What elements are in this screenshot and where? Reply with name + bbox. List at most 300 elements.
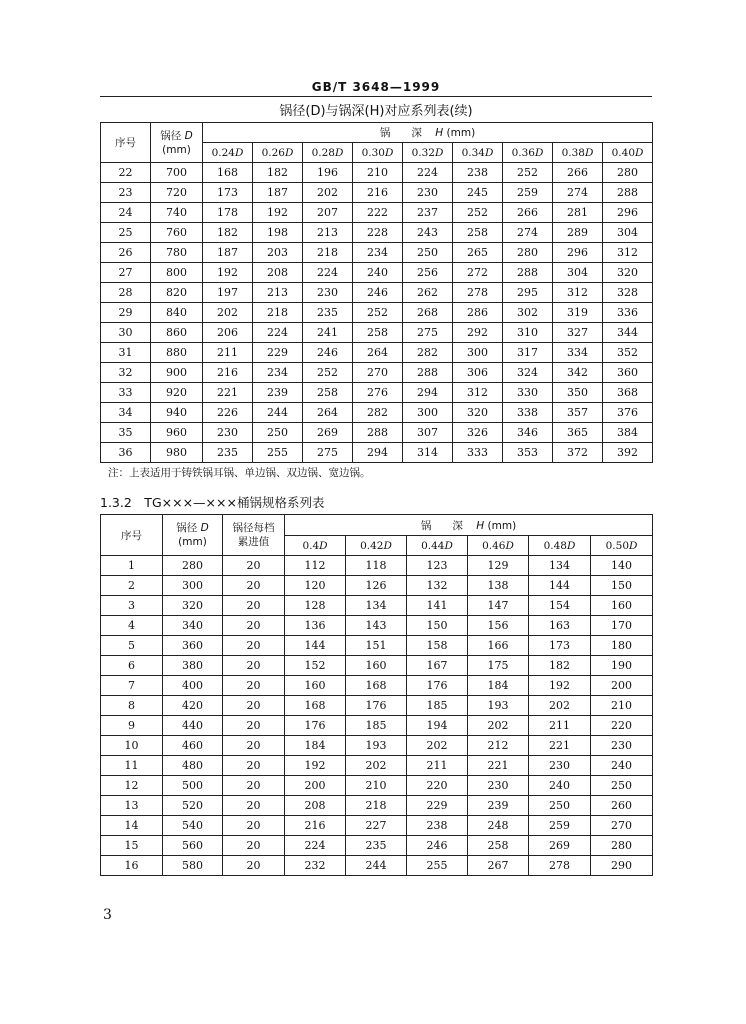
- table-cell: 274: [503, 223, 553, 243]
- table-row: [101, 756, 653, 776]
- table-cell: 187: [203, 243, 253, 263]
- table-cell: 940: [151, 403, 203, 423]
- table-row: [101, 403, 653, 423]
- t2-step-line2: 累进值: [237, 536, 270, 548]
- table-cell: 20: [223, 656, 285, 676]
- table-cell: 20: [223, 796, 285, 816]
- table-cell: 334: [553, 343, 603, 363]
- t2-depth-unit: (mm): [487, 519, 517, 532]
- table-cell: 27: [101, 263, 151, 283]
- table-row: [101, 383, 653, 403]
- table-cell: 228: [353, 223, 403, 243]
- table-row: [101, 203, 653, 223]
- table-cell: 134: [529, 556, 591, 576]
- table-cell: 160: [591, 596, 653, 616]
- table-cell: 300: [453, 343, 503, 363]
- table-cell: 20: [223, 716, 285, 736]
- table-cell: 200: [285, 776, 346, 796]
- table-cell: 376: [603, 403, 653, 423]
- table-cell: 239: [468, 796, 529, 816]
- table-cell: 235: [303, 303, 353, 323]
- ratio-var: D: [566, 539, 576, 552]
- table-cell: 700: [151, 163, 203, 183]
- ratio-var: D: [444, 539, 453, 552]
- table-cell: 168: [285, 696, 346, 716]
- table-cell: 20: [223, 596, 285, 616]
- ratio-value: 0.48: [543, 539, 567, 552]
- table-cell: 230: [591, 736, 653, 756]
- table-cell: 278: [529, 856, 591, 876]
- table-cell: 280: [603, 163, 653, 183]
- table-cell: 34: [101, 403, 151, 423]
- table-row: [101, 656, 653, 676]
- depth-ratio-header: [285, 536, 346, 556]
- table-cell: 150: [407, 616, 468, 636]
- table-row: [101, 616, 653, 636]
- table-row: [101, 856, 653, 876]
- table-cell: 36: [101, 443, 151, 463]
- table-row: [101, 676, 653, 696]
- table-cell: 29: [101, 303, 151, 323]
- table-cell: 250: [529, 796, 591, 816]
- table-cell: 267: [468, 856, 529, 876]
- table-cell: 352: [603, 343, 653, 363]
- table-cell: 520: [163, 796, 223, 816]
- table-cell: 235: [203, 443, 253, 463]
- table-cell: 13: [101, 796, 163, 816]
- ratio-value: 0.36: [511, 146, 535, 159]
- table-cell: 200: [591, 676, 653, 696]
- table-cell: 264: [353, 343, 403, 363]
- table-cell: 151: [346, 636, 407, 656]
- table-cell: 306: [453, 363, 503, 383]
- table-cell: 282: [353, 403, 403, 423]
- table-cell: 4: [101, 616, 163, 636]
- depth-ratio-header: [529, 536, 591, 556]
- table-cell: 281: [553, 203, 603, 223]
- table-cell: 123: [407, 556, 468, 576]
- table-row: [101, 636, 653, 656]
- table-cell: 232: [285, 856, 346, 876]
- table-row: [101, 303, 653, 323]
- table-cell: 2: [101, 576, 163, 596]
- table-cell: 258: [453, 223, 503, 243]
- depth-label: 锅 深: [379, 127, 422, 139]
- table-cell: 170: [591, 616, 653, 636]
- table-cell: 314: [403, 443, 453, 463]
- table-cell: 221: [529, 736, 591, 756]
- table-cell: 20: [223, 756, 285, 776]
- table-cell: 218: [346, 796, 407, 816]
- table-row: [101, 443, 653, 463]
- table-cell: 296: [553, 243, 603, 263]
- table-cell: 26: [101, 243, 151, 263]
- table-cell: 740: [151, 203, 203, 223]
- table-cell: 20: [223, 836, 285, 856]
- table-cell: 540: [163, 816, 223, 836]
- table-cell: 22: [101, 163, 151, 183]
- table-cell: 192: [253, 203, 303, 223]
- table-cell: 20: [223, 696, 285, 716]
- table-cell: 194: [407, 716, 468, 736]
- ratio-var: D: [505, 539, 514, 552]
- diameter-unit: (mm): [162, 143, 191, 156]
- table-cell: 259: [503, 183, 553, 203]
- table-cell: 580: [163, 856, 223, 876]
- ratio-value: 0.50: [605, 539, 630, 552]
- table-cell: 8: [101, 696, 163, 716]
- table-cell: 274: [553, 183, 603, 203]
- ratio-var: D: [334, 146, 344, 159]
- table-cell: 211: [529, 716, 591, 736]
- table-cell: 255: [407, 856, 468, 876]
- table-cell: 208: [285, 796, 346, 816]
- table-cell: 192: [203, 263, 253, 283]
- depth-ratio-header: [346, 536, 407, 556]
- depth-unit: (mm): [446, 127, 476, 139]
- table-cell: 960: [151, 423, 203, 443]
- table-cell: 243: [403, 223, 453, 243]
- table-cell: 206: [203, 323, 253, 343]
- table-cell: 35: [101, 423, 151, 443]
- table-cell: 260: [591, 796, 653, 816]
- table-cell: 20: [223, 556, 285, 576]
- table-cell: 980: [151, 443, 203, 463]
- table-cell: 304: [603, 223, 653, 243]
- table-cell: 259: [529, 816, 591, 836]
- ratio-var: D: [284, 146, 294, 159]
- table-row: [101, 363, 653, 383]
- table-cell: 166: [468, 636, 529, 656]
- table-cell: 346: [503, 423, 553, 443]
- table-cell: 202: [303, 183, 353, 203]
- table-cell: 229: [253, 343, 303, 363]
- table-cell: 6: [101, 656, 163, 676]
- table-cell: 252: [303, 363, 353, 383]
- header-rule: [100, 96, 652, 97]
- table-cell: 176: [407, 676, 468, 696]
- table-cell: 224: [303, 263, 353, 283]
- depth-ratio-header: [407, 536, 468, 556]
- table-cell: 158: [407, 636, 468, 656]
- table-cell: 190: [591, 656, 653, 676]
- table-cell: 184: [468, 676, 529, 696]
- ratio-value: 0.4: [302, 539, 320, 552]
- table-cell: 300: [163, 576, 223, 596]
- table-cell: 268: [403, 303, 453, 323]
- table-cell: 156: [468, 616, 529, 636]
- table-cell: 20: [223, 856, 285, 876]
- table1-note: 注：上表适用于铸铁锅耳锅、单边锅、双边锅、宽边锅。: [108, 467, 371, 479]
- t2-diameter-unit: (mm): [178, 536, 207, 548]
- ratio-var: D: [584, 146, 594, 159]
- table-cell: 317: [503, 343, 553, 363]
- table-cell: 241: [303, 323, 353, 343]
- table-row: [101, 423, 653, 443]
- ratio-value: 0.44: [421, 539, 445, 552]
- table-cell: 286: [453, 303, 503, 323]
- table-cell: 304: [553, 263, 603, 283]
- table-cell: 290: [591, 856, 653, 876]
- table-cell: 128: [285, 596, 346, 616]
- table-cell: 33: [101, 383, 151, 403]
- t2-depth-label: 锅 深: [420, 519, 463, 532]
- table-cell: 216: [353, 183, 403, 203]
- t2-diameter-var: D: [200, 522, 209, 534]
- ratio-var: D: [234, 146, 244, 159]
- ratio-value: 0.38: [561, 146, 585, 159]
- table-cell: 230: [529, 756, 591, 776]
- depth-ratio-header: [253, 143, 303, 163]
- table-cell: 207: [303, 203, 353, 223]
- table-row: [101, 696, 653, 716]
- table-cell: 288: [503, 263, 553, 283]
- t2-col-header-step: [223, 515, 285, 556]
- page-number: 3: [103, 907, 112, 923]
- depth-ratio-header: [453, 143, 503, 163]
- table-cell: 800: [151, 263, 203, 283]
- table-cell: 252: [503, 163, 553, 183]
- table-cell: 338: [503, 403, 553, 423]
- ratio-var: D: [383, 539, 392, 552]
- table-cell: 173: [203, 183, 253, 203]
- table-cell: 132: [407, 576, 468, 596]
- table-row: [101, 776, 653, 796]
- table-cell: 252: [453, 203, 503, 223]
- table-cell: 266: [553, 163, 603, 183]
- table-cell: 212: [468, 736, 529, 756]
- col-header-diameter: [151, 123, 203, 163]
- table-cell: 1: [101, 556, 163, 576]
- table-cell: 32: [101, 363, 151, 383]
- table-cell: 380: [163, 656, 223, 676]
- table-cell: 202: [468, 716, 529, 736]
- table-cell: 255: [253, 443, 303, 463]
- table-cell: 333: [453, 443, 503, 463]
- table-cell: 460: [163, 736, 223, 756]
- table-cell: 264: [303, 403, 353, 423]
- table-cell: 134: [346, 596, 407, 616]
- table-cell: 350: [553, 383, 603, 403]
- table-cell: 560: [163, 836, 223, 856]
- table-cell: 20: [223, 576, 285, 596]
- table-cell: 327: [553, 323, 603, 343]
- table-cell: 310: [503, 323, 553, 343]
- table-cell: 295: [503, 283, 553, 303]
- table-cell: 289: [553, 223, 603, 243]
- table-cell: 720: [151, 183, 203, 203]
- table-cell: 258: [468, 836, 529, 856]
- table-cell: 221: [203, 383, 253, 403]
- table-cell: 880: [151, 343, 203, 363]
- table-cell: 202: [407, 736, 468, 756]
- table-cell: 245: [453, 183, 503, 203]
- table-cell: 31: [101, 343, 151, 363]
- table-cell: 230: [203, 423, 253, 443]
- ratio-value: 0.26: [261, 146, 285, 159]
- table-cell: 246: [353, 283, 403, 303]
- table-cell: 193: [468, 696, 529, 716]
- table-cell: 278: [453, 283, 503, 303]
- table-cell: 20: [223, 776, 285, 796]
- table-cell: 11: [101, 756, 163, 776]
- table-cell: 312: [603, 243, 653, 263]
- table-cell: 216: [203, 363, 253, 383]
- table-cell: 340: [163, 616, 223, 636]
- table-cell: 920: [151, 383, 203, 403]
- depth-ratio-header: [403, 143, 453, 163]
- table-cell: 16: [101, 856, 163, 876]
- table-cell: 167: [407, 656, 468, 676]
- table-cell: 256: [403, 263, 453, 283]
- table-cell: 20: [223, 636, 285, 656]
- table-cell: 270: [591, 816, 653, 836]
- table-cell: 300: [403, 403, 453, 423]
- table-cell: 320: [453, 403, 503, 423]
- depth-var: H: [435, 127, 444, 139]
- table-cell: 248: [468, 816, 529, 836]
- diameter-label: 锅径: [160, 129, 182, 142]
- table-cell: 227: [346, 816, 407, 836]
- table-cell: 250: [591, 776, 653, 796]
- table-cell: 820: [151, 283, 203, 303]
- table-cell: 192: [529, 676, 591, 696]
- table-cell: 224: [253, 323, 303, 343]
- table-cell: 150: [591, 576, 653, 596]
- table-cell: 221: [468, 756, 529, 776]
- table-cell: 178: [203, 203, 253, 223]
- table-cell: 230: [403, 183, 453, 203]
- table-cell: 234: [353, 243, 403, 263]
- table-cell: 184: [285, 736, 346, 756]
- table-cell: 226: [203, 403, 253, 423]
- table-cell: 420: [163, 696, 223, 716]
- table-cell: 208: [253, 263, 303, 283]
- table-cell: 244: [253, 403, 303, 423]
- t2-diameter-label: 锅径: [176, 522, 198, 534]
- depth-ratio-header: [353, 143, 403, 163]
- section-title: 1.3.2 TG×××—×××桶锅规格系列表: [100, 495, 325, 510]
- table-cell: 7: [101, 676, 163, 696]
- table-cell: 213: [303, 223, 353, 243]
- table-cell: 365: [553, 423, 603, 443]
- table-cell: 294: [403, 383, 453, 403]
- diameter-var: D: [184, 129, 193, 142]
- table-cell: 126: [346, 576, 407, 596]
- table-cell: 360: [603, 363, 653, 383]
- table-cell: 840: [151, 303, 203, 323]
- table-cell: 143: [346, 616, 407, 636]
- table-cell: 3: [101, 596, 163, 616]
- table-cell: 440: [163, 716, 223, 736]
- table-cell: 239: [253, 383, 303, 403]
- table-row: [101, 243, 653, 263]
- ratio-value: 0.46: [482, 539, 506, 552]
- depth-ratio-header: [203, 143, 253, 163]
- table-cell: 220: [407, 776, 468, 796]
- table-row: [101, 716, 653, 736]
- table-cell: 336: [603, 303, 653, 323]
- table-cell: 12: [101, 776, 163, 796]
- table-cell: 330: [503, 383, 553, 403]
- ratio-var: D: [629, 539, 638, 552]
- table-cell: 312: [553, 283, 603, 303]
- table-row: [101, 596, 653, 616]
- table-row: [101, 796, 653, 816]
- table-cell: 368: [603, 383, 653, 403]
- ratio-value: 0.34: [461, 146, 485, 159]
- table-cell: 24: [101, 203, 151, 223]
- table-cell: 320: [163, 596, 223, 616]
- table-cell: 280: [591, 836, 653, 856]
- table-cell: 258: [303, 383, 353, 403]
- ratio-value: 0.24: [211, 146, 235, 159]
- table-cell: 237: [403, 203, 453, 223]
- table-cell: 202: [346, 756, 407, 776]
- table-cell: 900: [151, 363, 203, 383]
- table-cell: 192: [285, 756, 346, 776]
- table-cell: 252: [353, 303, 403, 323]
- table-cell: 270: [353, 363, 403, 383]
- table-cell: 202: [529, 696, 591, 716]
- table-cell: 20: [223, 816, 285, 836]
- table-cell: 357: [553, 403, 603, 423]
- table-cell: 5: [101, 636, 163, 656]
- table-cell: 120: [285, 576, 346, 596]
- depth-ratio-header: [303, 143, 353, 163]
- table-cell: 240: [353, 263, 403, 283]
- table-cell: 196: [303, 163, 353, 183]
- ratio-value: 0.28: [311, 146, 335, 159]
- table-cell: 235: [346, 836, 407, 856]
- table-cell: 353: [503, 443, 553, 463]
- table-cell: 282: [403, 343, 453, 363]
- table-cell: 262: [403, 283, 453, 303]
- table-cell: 342: [553, 363, 603, 383]
- t2-col-header-depth: [285, 515, 653, 536]
- table-cell: 280: [163, 556, 223, 576]
- t2-col-header-index: 序号: [101, 515, 163, 556]
- table-cell: 112: [285, 556, 346, 576]
- table-cell: 384: [603, 423, 653, 443]
- table-cell: 25: [101, 223, 151, 243]
- table-cell: 224: [403, 163, 453, 183]
- t2-depth-var: H: [476, 519, 485, 532]
- table-cell: 187: [253, 183, 303, 203]
- table-cell: 288: [353, 423, 403, 443]
- ratio-value: 0.32: [411, 146, 435, 159]
- table-cell: 238: [453, 163, 503, 183]
- table-cell: 211: [203, 343, 253, 363]
- table-cell: 198: [253, 223, 303, 243]
- table-cell: 203: [253, 243, 303, 263]
- table-cell: 218: [253, 303, 303, 323]
- table-cell: 320: [603, 263, 653, 283]
- table-cell: 296: [603, 203, 653, 223]
- table-row: [101, 556, 653, 576]
- table-cell: 144: [285, 636, 346, 656]
- table-cell: 14: [101, 816, 163, 836]
- table-cell: 141: [407, 596, 468, 616]
- table-cell: 15: [101, 836, 163, 856]
- table-cell: 344: [603, 323, 653, 343]
- table-cell: 136: [285, 616, 346, 636]
- table-row: [101, 183, 653, 203]
- ratio-var: D: [384, 146, 394, 159]
- table-cell: 23: [101, 183, 151, 203]
- table-cell: 20: [223, 736, 285, 756]
- table-cell: 10: [101, 736, 163, 756]
